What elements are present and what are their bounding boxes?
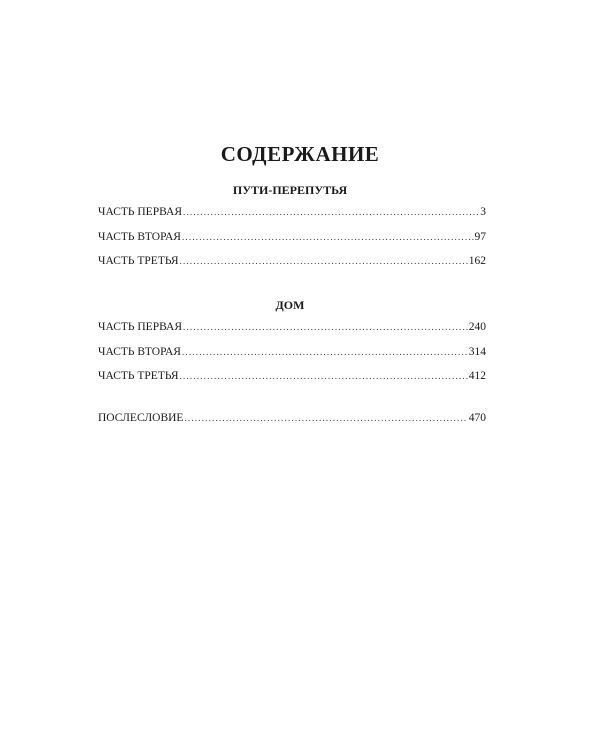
- toc-entry[interactable]: [98, 321, 486, 346]
- toc-entry[interactable]: [98, 255, 486, 280]
- section-heading-1: ПУТИ-ПЕРЕПУТЬЯ: [232, 183, 348, 197]
- dot-leader: [180, 371, 468, 381]
- toc-entry-page-number: 470: [468, 412, 486, 424]
- toc-entry-page-number: 240: [468, 321, 486, 333]
- dot-leader: [184, 413, 467, 423]
- toc-entry[interactable]: [98, 231, 486, 256]
- toc-title: СОДЕРЖАНИЕ: [220, 142, 380, 166]
- afterword-entry-list: [98, 412, 486, 437]
- toc-entry[interactable]: [98, 370, 486, 395]
- toc-entry[interactable]: [98, 346, 486, 371]
- toc-entry-page-number: 412: [468, 370, 486, 382]
- dot-leader: [183, 322, 468, 332]
- dot-leader: [182, 232, 474, 242]
- toc-entry-title: ЧАСТЬ ТРЕТЬЯ: [98, 255, 179, 267]
- dot-leader: [183, 207, 479, 217]
- dot-leader: [180, 256, 468, 266]
- toc-entry-title: ЧАСТЬ ВТОРАЯ: [98, 345, 181, 358]
- dot-leader: [182, 347, 468, 357]
- toc-entry-title: ПОСЛЕСЛОВИЕ: [98, 412, 184, 424]
- toc-entry-page-number: 97: [474, 230, 486, 243]
- toc-entry-page-number: 162: [468, 255, 486, 267]
- section-2-entries: [98, 321, 486, 395]
- toc-entry-title: ЧАСТЬ ТРЕТЬЯ: [98, 370, 179, 382]
- toc-entry-afterword[interactable]: [98, 412, 486, 437]
- toc-entry-title: ЧАСТЬ ВТОРАЯ: [98, 230, 181, 243]
- toc-entry[interactable]: [98, 206, 486, 231]
- toc-entry-page-number: 314: [468, 345, 486, 358]
- toc-entry-page-number: 3: [480, 206, 486, 218]
- section-heading-2: ДОМ: [275, 298, 305, 312]
- toc-entry-title: ЧАСТЬ ПЕРВАЯ: [98, 321, 183, 333]
- section-1-entries: [98, 206, 486, 280]
- toc-entry-title: ЧАСТЬ ПЕРВАЯ: [98, 206, 183, 218]
